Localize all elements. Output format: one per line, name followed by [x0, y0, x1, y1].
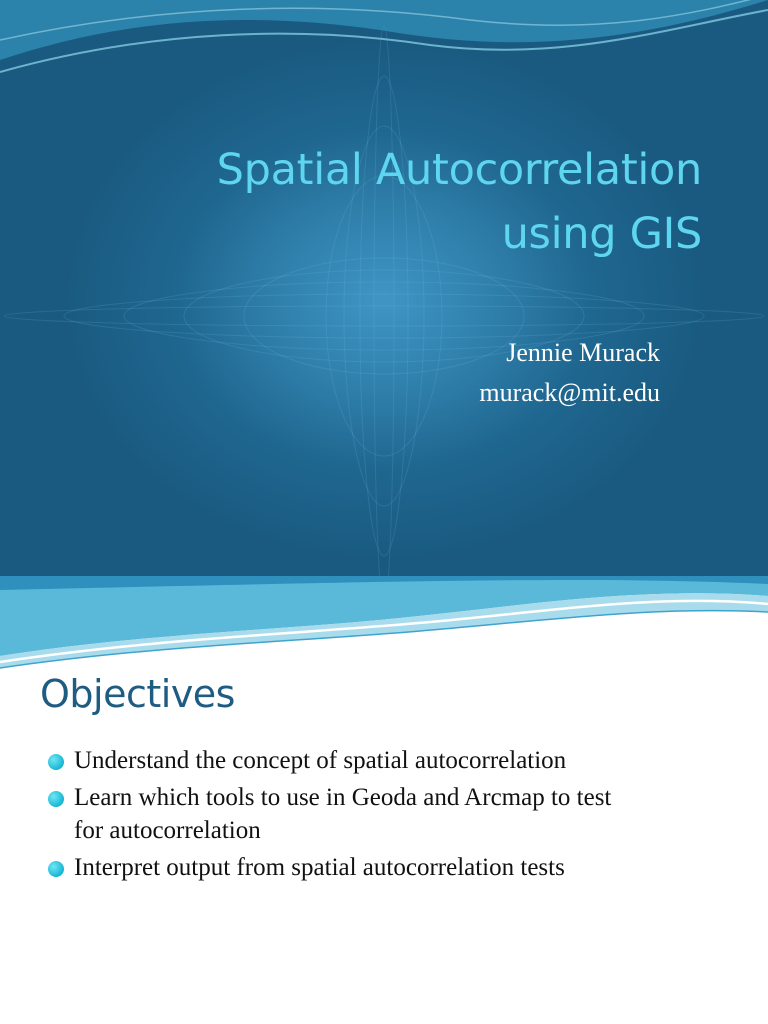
author-email: murack@mit.edu: [479, 378, 660, 407]
slide-title-line-2: using GIS: [501, 209, 702, 259]
bullet-dot-icon: [48, 754, 64, 770]
bullet-text-continued: for autocorrelation: [74, 817, 261, 844]
author-block: [260, 333, 660, 413]
header-wave-decoration: [0, 576, 768, 676]
bullet-text: Interpret output from spatial autocorrelation tests: [74, 854, 565, 881]
objectives-slide: [0, 576, 768, 1024]
objectives-heading: Objectives: [40, 672, 235, 716]
bullet-dot-icon: [48, 791, 64, 807]
list-item: [48, 744, 738, 777]
objectives-list: [48, 744, 738, 888]
slide-title: [62, 138, 702, 266]
author-name: Jennie Murack: [506, 338, 660, 367]
bullet-dot-icon: [48, 861, 64, 877]
slide-title-line-1: Spatial Autocorrelation: [216, 145, 702, 195]
bullet-text: Learn which tools to use in Geoda and Arcmap to test: [74, 784, 612, 811]
list-item: [48, 851, 738, 884]
list-item: [48, 781, 738, 847]
bullet-text: Understand the concept of spatial autocorrelation: [74, 747, 567, 774]
